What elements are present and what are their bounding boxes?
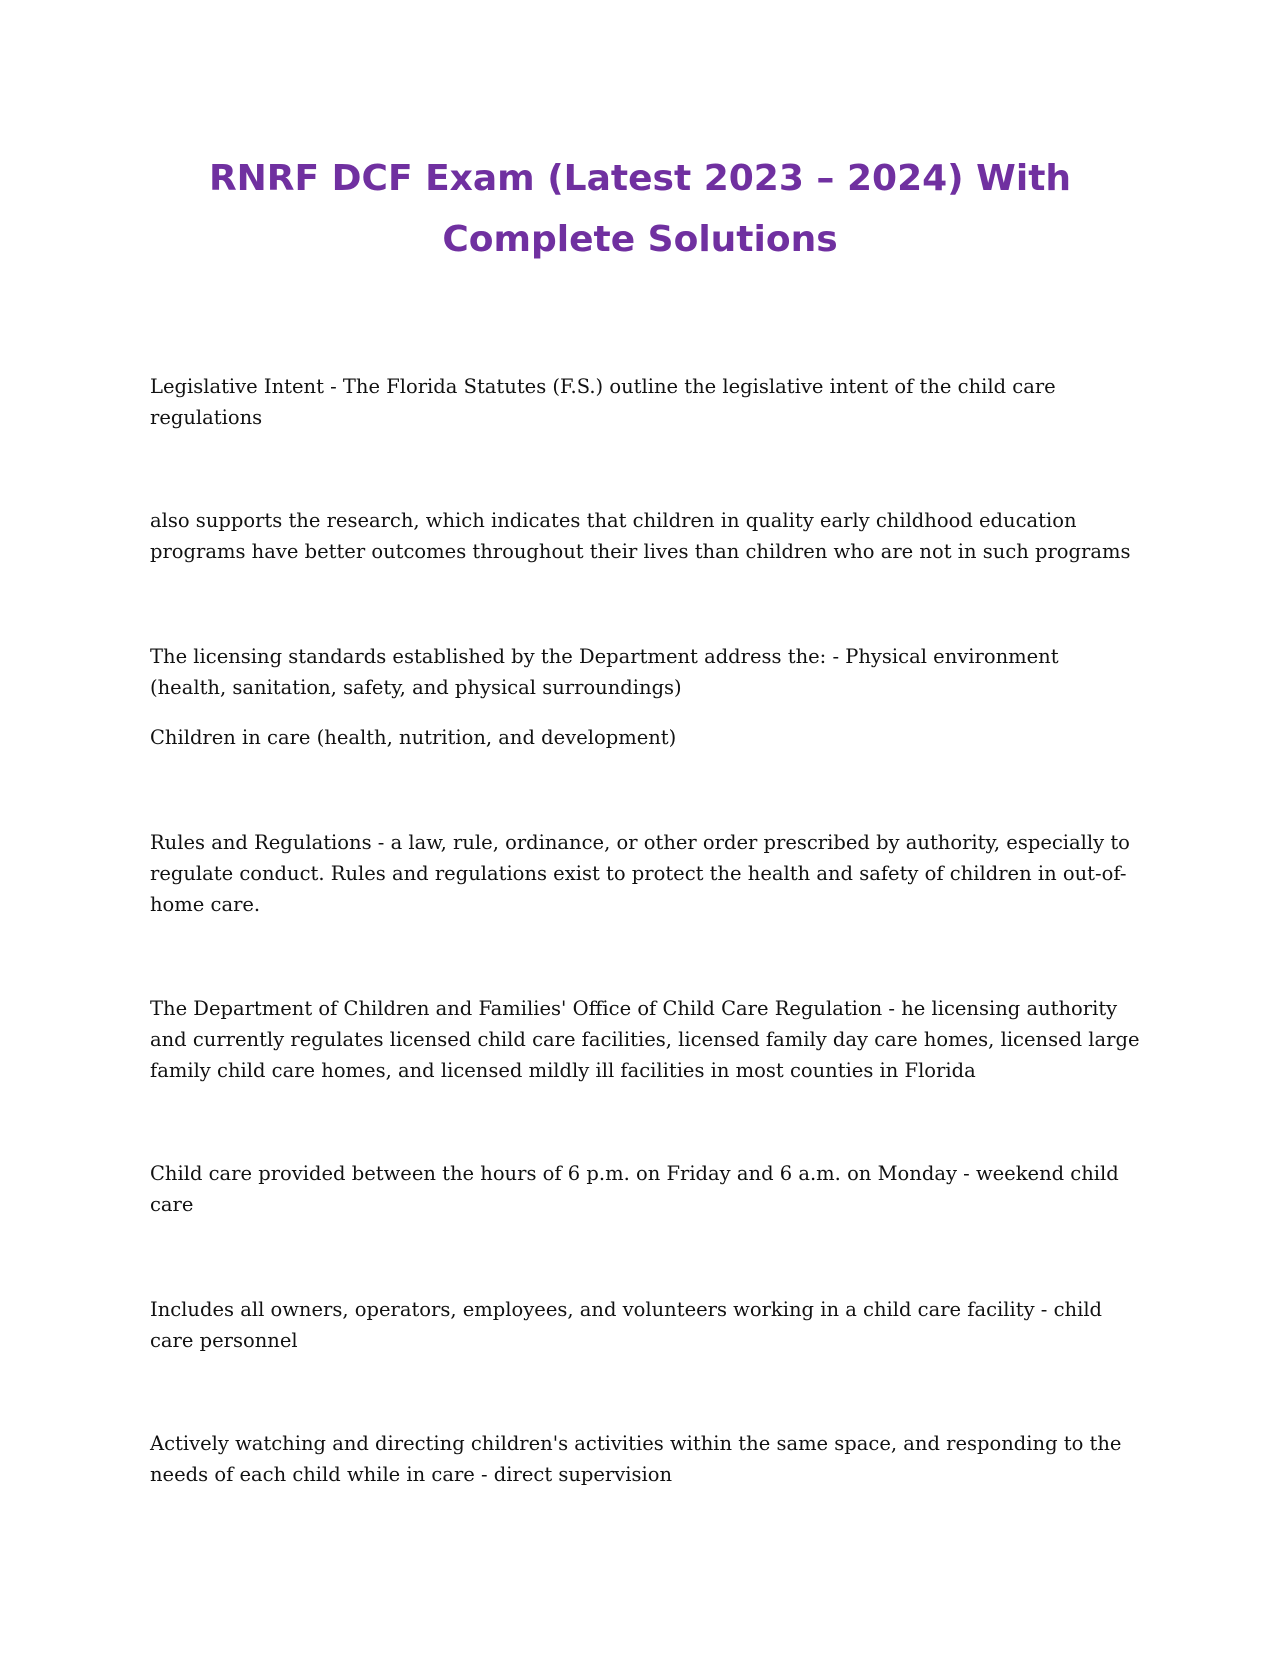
paragraph-dcf-office: The Department of Children and Families' Office of Child Care Regulation - he licensing authority and currently regulates licensed child care facilities, licensed family day care homes, licensed large family child care homes, and licensed mildly ill facilities in most counties in Florida	[150, 997, 1140, 1082]
paragraph-weekend-child-care: Child care provided between the hours of 6 p.m. on Friday and 6 a.m. on Monday - weekend child care	[150, 1162, 1119, 1216]
paragraph-licensing-standards: The licensing standards established by the Department address the: - Physical environment (health, sanitation, safety, and physical surroundings)	[150, 645, 1059, 699]
document-title	[150, 148, 1130, 270]
paragraph-children-in-care: Children in care (health, nutrition, and development)	[150, 726, 677, 749]
paragraph-rules-regulations: Rules and Regulations - a law, rule, ordinance, or other order prescribed by authority, especially to regulate conduct. Rules and regulations exist to protect the health and safety of children in out-of-home care.	[150, 831, 1130, 916]
paragraph-research: also supports the research, which indicates that children in quality early childhood education programs have better outcomes throughout their lives than children who are not in such programs	[150, 509, 1131, 563]
title-line-1: RNRF DCF Exam (Latest 2023 – 2024) With	[208, 158, 1072, 199]
paragraph-child-care-personnel: Includes all owners, operators, employees, and volunteers working in a child care facility - child care personnel	[150, 1298, 1103, 1352]
title-line-2: Complete Solutions	[442, 219, 838, 260]
paragraph-direct-supervision: Actively watching and directing children's activities within the same space, and responding to the needs of each child while in care - direct supervision	[150, 1432, 1122, 1486]
paragraph-legislative-intent: Legislative Intent - The Florida Statutes (F.S.) outline the legislative intent of the child care regulations	[150, 375, 1056, 429]
